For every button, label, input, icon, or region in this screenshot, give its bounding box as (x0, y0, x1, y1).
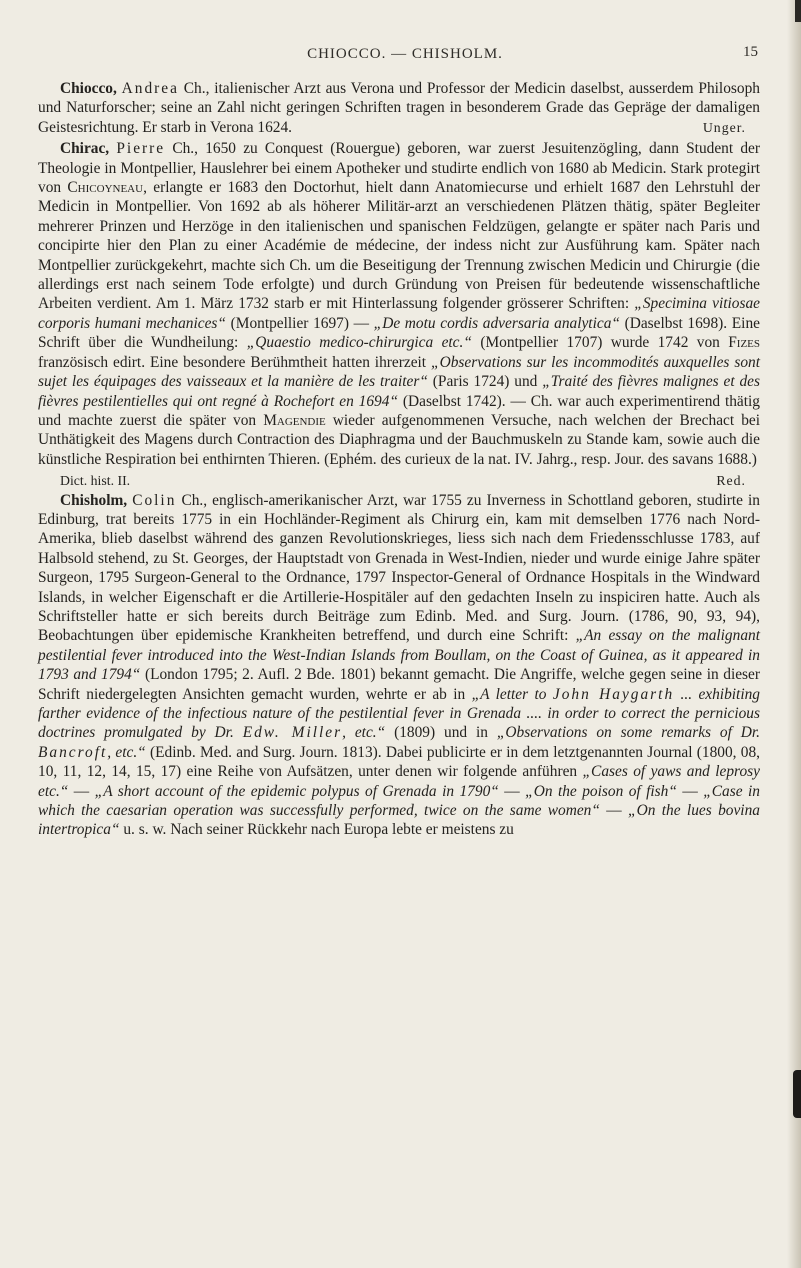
entry-chisholm (38, 491, 760, 840)
person-name: Magendie (263, 411, 326, 429)
author-signature: Unger. (702, 119, 746, 135)
entry-text: (Daselbst 1698). Eine Schrift über die Wundheilung: (38, 314, 760, 352)
work-title: „On the lues bovina intertropica“ (38, 802, 760, 839)
entry-chiocco (38, 79, 760, 137)
running-head: CHIOCCO. — CHISHOLM. (307, 46, 503, 62)
entry-text: — (68, 782, 95, 800)
lemma-name: Chisholm, (60, 491, 128, 509)
work-title: „An essay on the malignant pestilential fever introduced into the West-Indian Islands from Boullam, on the Coast of Guinea, as it appeared in 1793 and 1794“ (38, 627, 760, 684)
page-header (40, 38, 770, 68)
entry-chirac (38, 139, 760, 469)
work-title: „Quaestio medico-chirurgica etc.“ (246, 334, 472, 352)
entry-text: (Montpellier 1697) — (225, 314, 374, 332)
scan-edge-mark (795, 0, 801, 22)
work-title: „Observations sur les incommodités auxquelles sont sujet les équipages des vaisseaux et la manière de les traiter“ (38, 353, 761, 391)
work-title: „On the poison of fish“ (525, 782, 677, 800)
entry-text: (Daselbst 1742). — Ch. war auch experimentirend thätig und machte zuerst die später von (38, 392, 760, 429)
entry-text: Ch., englisch-amerikanischer Arzt, war 1755 zu Inverness in Schottland geboren, studirte in Edinburg, trat bereits 1775 in ein Hochländer-Regiment als Chirurg ein, kam mit demselben 1776 nach Nord-Amerika, blieb daselbst während des ganzen Revolutionskrieges, liess sich nach dem Friedensschlusse 1783, auf Halbsold stehend, zu St. Georges, der Hauptstadt von Grenada in West-Indien, nieder und wurde einige Jahre später Surgeon, 1795 Surgeon-General to the Ordnance, 1797 Inspector-General of Ordnance Hospitals in the Windward Islands, in welcher Eigenschaft er die Artillerie-Hospitäler auf den gedachten Inseln zu inspiciren hatte. Auch als Schriftsteller hatte er sich bereits durch Beiträge zum Edinb. Med. and Surg. Journ. (1786, 90, 93, 94), Beobachtungen über epidemische Krankheiten betreffend, und durch eine Schrift: (38, 491, 760, 645)
work-title: , etc.“ (107, 743, 146, 761)
entry-text: Ch., italienischer Arzt aus Verona und Professor der Medicin daselbst, ausserdem Philosoph und Naturforscher; seine an Zahl nicht geringen Schriften tragen in besonderem Grade das Gepräge der damaligen Geistesrichtung. Er starb in Verona 1624. (38, 80, 760, 136)
entry-text: — (599, 802, 629, 820)
entry-text: (Montpellier 1707) wurde 1742 von (471, 334, 729, 352)
entry-text: (London 1795; 2. Aufl. 2 Bde. 1801) bekannt gemacht. Die Angriffe, welche gegen seine in dieser Schrift niedergelegten Ansichten gemacht wurden, wehrte er ab in (38, 666, 760, 703)
work-title: „Observations on some remarks of Dr. (496, 724, 761, 742)
lemma-name: Chiocco, (60, 80, 117, 97)
person-name: Bancroft (38, 743, 108, 761)
person-name: Fizes (728, 334, 761, 352)
entry-text: u. s. w. Nach seiner Rückkehr nach Europa lebte er meistens zu (119, 821, 514, 839)
work-title: ... exhibiting farther evidence of the infectious nature of the pestilential fever in Grenada .... in order to correct the pernicious doctrines promulgated by Dr. (38, 685, 760, 742)
entry-text: Ch., 1650 zu Conquest (Rouergue) geboren, war zuerst Jesuitenzögling, dann Student der Theologie in Montpellier, Hauslehrer bei einem Apotheker und studirte endlich von 1680 ab Medicin. Stark protegirt von (38, 140, 760, 197)
work-title: „De motu cordis adversaria analytica“ (373, 314, 620, 332)
work-title: „Cases of yaws and leprosy etc.“ (38, 763, 760, 800)
entry-text: (Paris 1724) und (427, 373, 543, 391)
work-title: „Specimina vitiosae corporis humani mechanices“ (38, 295, 761, 332)
entry-text: französisch edirt. Eine besondere Berühmtheit hatten ihrerzeit (38, 353, 432, 371)
entry-text: wieder aufgenommenen Versuche, nach welchen der Brechact bei Unthätigkeit des Magens durch Contraction des Diaphragma und der Bauchmuskeln zu Stande kam, sowie auch die künstliche Respiration bei enthirnten Thieren. (Ephém. des curieux de la nat. IV. Jahrg., resp. Jour. des savans 1688.) (38, 411, 760, 468)
body-text (38, 79, 760, 842)
entry-text: — (676, 782, 704, 800)
entry-text: , erlangte er 1683 den Doctorhut, hielt dann Anatomiecurse und erhielt 1687 den Lehrstuhl der Medicin in Montpellier. Von 1692 ab als höherer Militär-arzt an verschiedenen Plätzen thätig, später Begleiter mehrerer Prinzen und Herzöge in den italienischen und spanischen Feldzügen, gelangte er später nach Paris und concipirte hier den Plan zu einer Académie de médecine, der indess nicht zur Ausführung kam. Später nach Montpellier zurückgekehrt, machte sich Ch. um die Beseitigung der Trennung zwischen Medicin und Chirurgie (die allerdings erst nach seinem Tode erfolgte) und durch Gründung von Preisen für bedeutende wissenschaftliche Arbeiten verdient. Am 1. März 1732 starb er mit Hinterlassung folgender grösserer Schriften: (38, 179, 760, 313)
binding-mark (793, 1070, 801, 1118)
work-title: „A short account of the epidemic polypus of Grenada in 1790“ (94, 782, 499, 800)
person-name: Edw. Miller (242, 724, 343, 742)
person-name: John Haygarth (552, 685, 675, 703)
entry-text: (1809) und in (385, 724, 497, 742)
author-signature: Red. (716, 473, 746, 489)
work-title: „Case in which the caesarian operation was successfully performed, twice on the same women“ (38, 782, 760, 820)
entry-text: (Edinb. Med. and Surg. Journ. 1813). Dabei publicirte er in dem letztgenannten Journal (1800, 08, 10, 11, 12, 14, 15, 17) eine Reihe von Aufsätzen, unter denen wir folgende anführen (38, 743, 760, 781)
lemma-forename: Colin (132, 491, 177, 509)
work-title: „A letter to (471, 685, 553, 703)
page-number: 15 (743, 44, 758, 60)
lemma-forename: Pierre (116, 140, 166, 158)
source-line (38, 471, 760, 490)
lemma-name: Chirac, (60, 140, 110, 158)
source-reference: Dict. hist. II. (60, 473, 131, 489)
person-name: Chicoyneau (67, 179, 144, 197)
work-title: „Traité des fièvres malignes et des fièvres pestilentielles qui ont regné à Rochefort en 1694“ (38, 373, 760, 410)
lemma-forename: Andrea (121, 80, 179, 97)
work-title: , etc.“ (342, 724, 386, 742)
entry-text: — (498, 782, 526, 800)
